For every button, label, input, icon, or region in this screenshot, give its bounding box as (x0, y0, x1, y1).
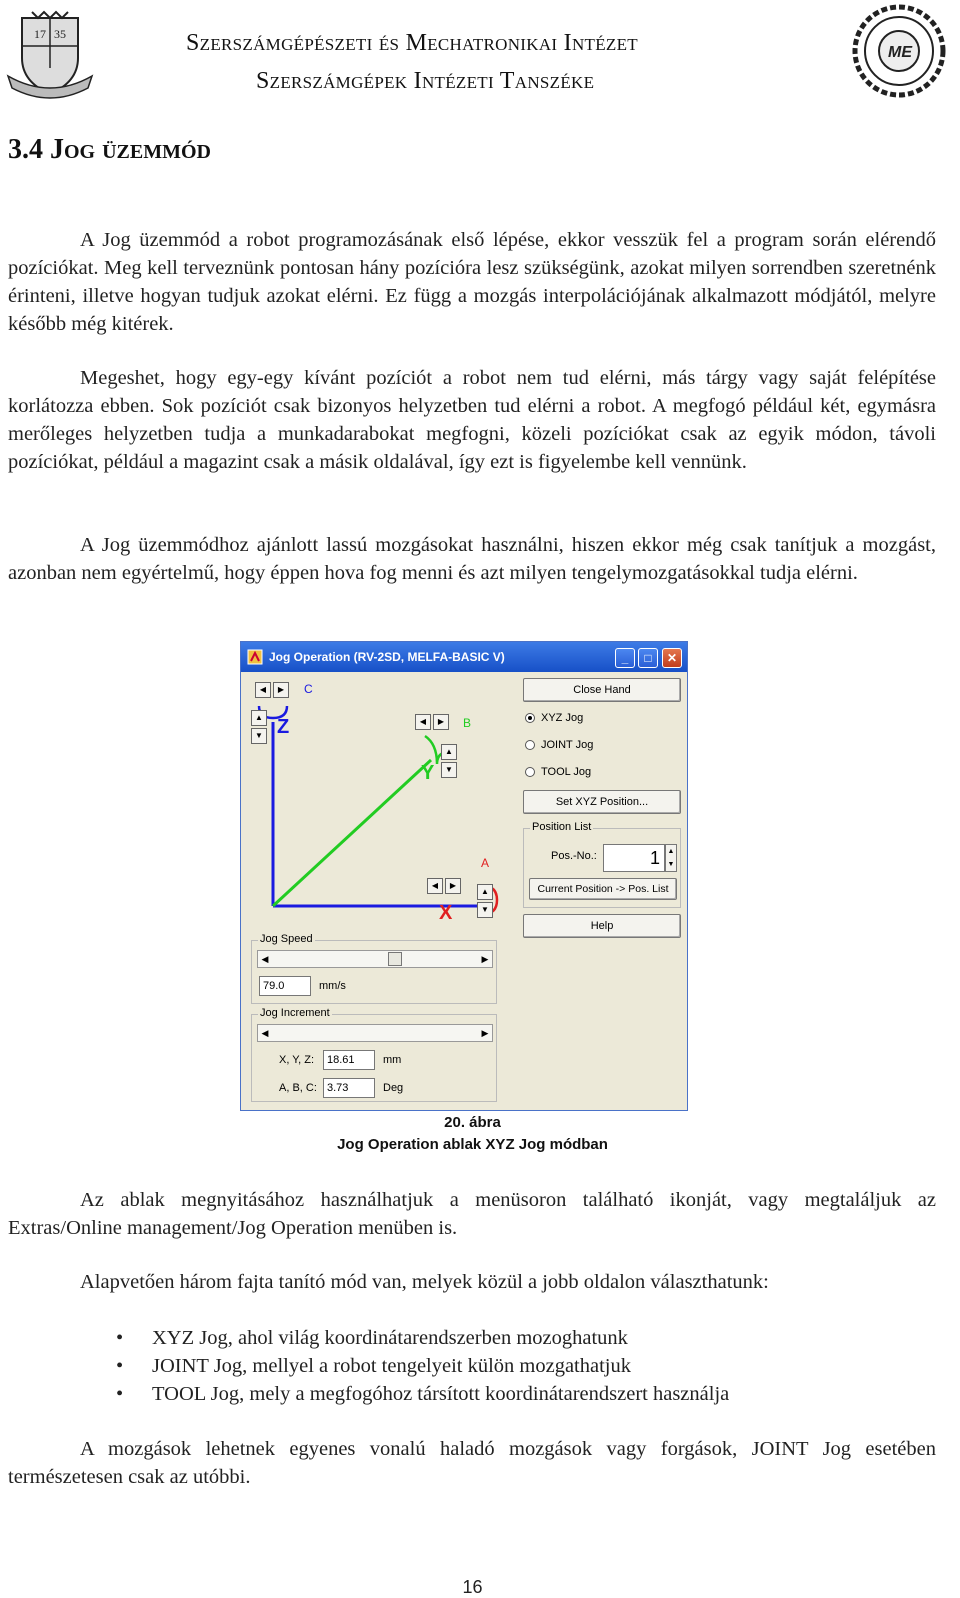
paragraph-4: Az ablak megnyitásához használhatjuk a menüsoron található ikonját, vagy megtaláljuk az Extras/Online management/Jog Operation menüben is. (8, 1189, 936, 1239)
bullet-symbol: • (116, 1355, 124, 1377)
current-to-pos-list-button[interactable]: Current Position -> Pos. List (529, 878, 677, 900)
bullet-symbol: • (116, 1327, 124, 1349)
pos-no-label: Pos.-No.: (551, 850, 597, 862)
a-minus-button[interactable]: ▼ (477, 902, 493, 918)
axis-label-b: B (463, 716, 472, 730)
jog-increment-label: Jog Increment (260, 1007, 330, 1019)
university-crest-logo (4, 8, 96, 100)
y-minus-button[interactable]: ▼ (441, 762, 457, 778)
institute-name: Szerszámgépészeti és Mechatronikai Intézet (186, 30, 638, 56)
jog-speed-label: Jog Speed (260, 933, 313, 945)
list-item: • TOOL Jog, mely a megfogóhoz társított koordinátarendszert használja (116, 1380, 729, 1408)
abc-increment-label: A, B, C: (279, 1082, 317, 1094)
jog-operation-window (240, 641, 688, 1111)
title-bar (241, 642, 687, 672)
figure-number: 20. ábra (444, 1114, 501, 1131)
close-window-button[interactable]: ✕ (662, 648, 682, 668)
jog-speed-unit: mm/s (319, 980, 346, 992)
radio-joint-indicator[interactable] (525, 740, 535, 750)
close-hand-button[interactable]: Close Hand (523, 678, 681, 702)
axis-label-y: Y (421, 762, 435, 784)
c-plus-button[interactable]: ▶ (273, 682, 289, 698)
b-minus-button[interactable]: ◀ (415, 714, 431, 730)
position-list-label: Position List (532, 821, 592, 833)
xyz-increment-unit: mm (383, 1054, 402, 1066)
svg-text:17: 17 (34, 27, 46, 41)
window-title: Jog Operation (RV-2SD, MELFA-BASIC V) (269, 650, 505, 664)
jog-speed-thumb[interactable] (388, 952, 402, 966)
xyz-increment-label: X, Y, Z: (279, 1054, 315, 1066)
axis-label-a: A (481, 856, 490, 870)
slider-right-arrow[interactable]: ▶ (481, 954, 489, 964)
c-minus-button[interactable]: ◀ (255, 682, 271, 698)
jog-speed-slider[interactable] (257, 950, 493, 968)
paragraph-6: A mozgások lehetnek egyenes vonalú haladó mozgások vagy forgások, JOINT Jog esetében természetesen csak az utóbbi. (8, 1438, 936, 1488)
list-item: • XYZ Jog, ahol világ koordinátarendszerben mozoghatunk (116, 1324, 729, 1352)
help-button[interactable]: Help (523, 914, 681, 938)
slider-left-arrow[interactable]: ◀ (261, 954, 269, 964)
paragraph-5: Alapvetően három fajta tanító mód van, melyek közül a jobb oldalon választhatunk: (80, 1271, 769, 1293)
jog-axis-diagram (249, 674, 505, 944)
x-plus-button[interactable]: ▶ (445, 878, 461, 894)
page-number: 16 (462, 1577, 483, 1597)
z-minus-button[interactable]: ▼ (251, 728, 267, 744)
bullet-symbol: • (116, 1383, 124, 1405)
xyz-increment-field[interactable]: 18.61 (323, 1050, 375, 1070)
b-plus-button[interactable]: ▶ (433, 714, 449, 730)
a-plus-button[interactable]: ▲ (477, 884, 493, 900)
section-title: 3.4 Jog üzemmód (8, 134, 211, 165)
bullet-list (116, 1324, 729, 1408)
radio-tool-jog[interactable]: TOOL Jog (525, 766, 591, 778)
slider-right-arrow[interactable]: ▶ (481, 1028, 489, 1038)
svg-text:35: 35 (54, 27, 66, 41)
jog-speed-field[interactable]: 79.0 (259, 976, 311, 996)
abc-increment-unit: Deg (383, 1082, 404, 1094)
y-plus-button[interactable]: ▲ (441, 744, 457, 760)
department-name: Szerszámgépek Intézeti Tanszéke (256, 68, 595, 94)
list-item: • JOINT Jog, mellyel a robot tengelyeit külön mozgathatjuk (116, 1352, 729, 1380)
axis-label-z: Z (277, 716, 290, 738)
radio-joint-jog[interactable]: JOINT Jog (525, 739, 593, 751)
y-axis-line (273, 760, 431, 906)
z-plus-button[interactable]: ▲ (251, 710, 267, 726)
radio-xyz-indicator[interactable] (525, 713, 535, 723)
paragraph-2: Megeshet, hogy egy-egy kívánt pozíciót a robot nem tud elérni, más tárgy vagy saját felépítése korlátozza ebben. Sok pozíciót csak bizonyos helyzetben tud elérni a robot. A megfogó például két, egymásra merőleges helyzetben tudja a munkadarabokat megfogni, közeli pozíciókat csak az egyik módon, távoli pozíciókat, például a magazint csak a másik oldalával, így ezt is figyelembe kell vennünk. (8, 367, 936, 473)
pos-no-spinner[interactable]: ▲ ▼ (665, 844, 677, 872)
abc-increment-field[interactable]: 3.73 (323, 1078, 375, 1098)
paragraph-3: A Jog üzemmódhoz ajánlott lassú mozgásokat használni, hiszen ekkor még csak tanítjuk a mozgást, azonban nem egyértelmű, hogy éppen hova fog menni és azt milyen tengelymozgatásokkal tudja elérni. (8, 534, 936, 584)
figure-caption: Jog Operation ablak XYZ Jog módban (337, 1136, 608, 1153)
axis-label-x: X (439, 902, 453, 924)
maximize-button[interactable]: □ (638, 648, 658, 668)
pos-no-field[interactable]: 1 (603, 844, 665, 872)
set-xyz-position-button[interactable]: Set XYZ Position... (523, 790, 681, 814)
svg-text:ME: ME (888, 44, 912, 61)
jog-increment-slider[interactable] (257, 1024, 493, 1042)
paragraph-1: A Jog üzemmód a robot programozásának első lépése, ekkor vesszük fel a program során elérendő pozíciókat. Meg kell terveznünk pontosan hány pozícióra lesz szükségünk, azokat milyen sorrendben szeretnénk érinteni, illetve hogyan tudjuk azokat elérni. Ez függ a mozgás interpolációjának alkalmazott módjától, melyre később még kitérek. (8, 229, 936, 335)
axis-label-c: C (304, 682, 313, 696)
department-seal-logo (850, 2, 948, 100)
x-minus-button[interactable]: ◀ (427, 878, 443, 894)
app-icon (247, 649, 263, 665)
radio-xyz-jog[interactable]: XYZ Jog (525, 712, 583, 724)
minimize-button[interactable]: _ (615, 648, 635, 668)
radio-tool-indicator[interactable] (525, 767, 535, 777)
slider-left-arrow[interactable]: ◀ (261, 1028, 269, 1038)
